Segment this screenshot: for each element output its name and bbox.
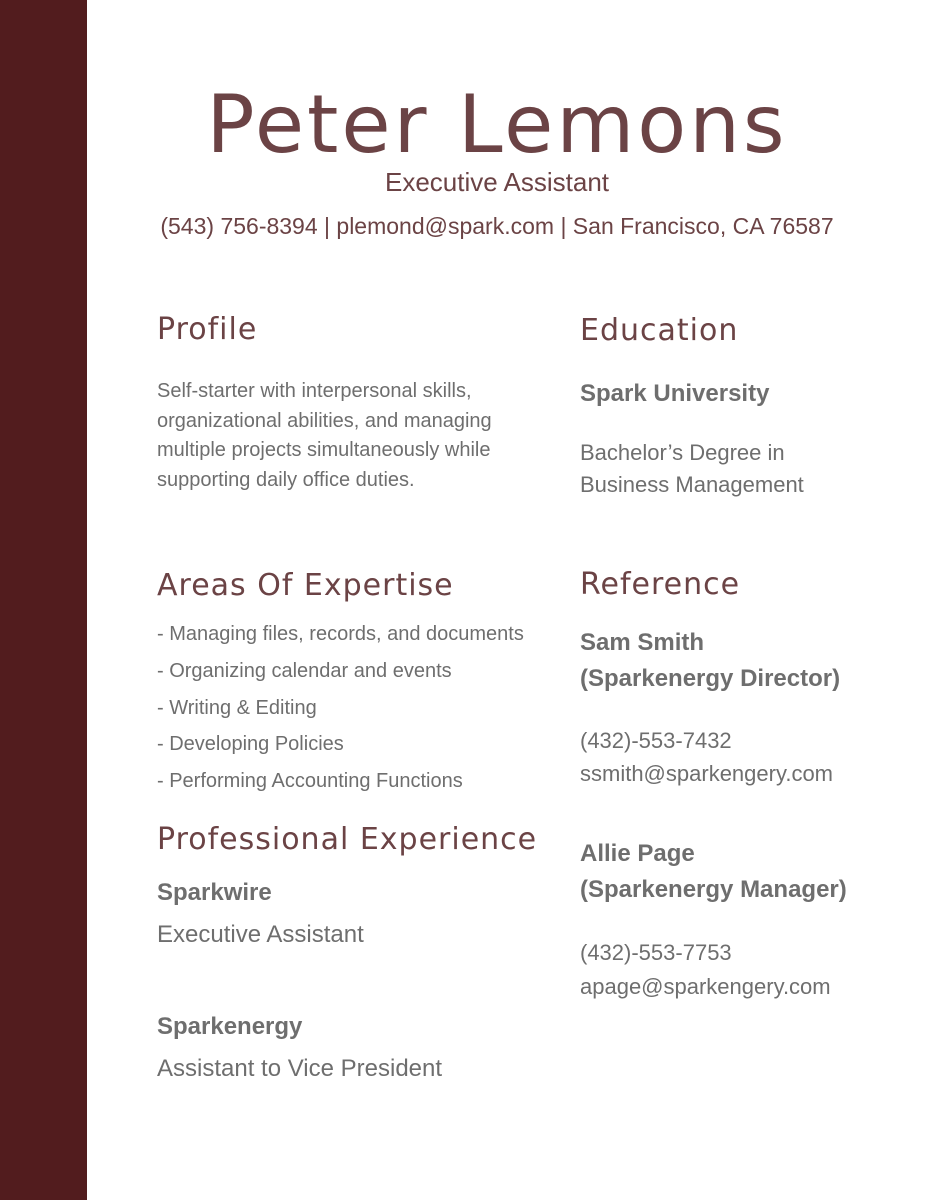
reference-phone: (432)-553-7432 <box>580 728 732 753</box>
reference-email: ssmith@sparkengery.com <box>580 761 833 786</box>
profile-text: Self-starter with interpersonal skills, organizational abilities, and managing multiple projects simultaneously while supporting daily office duties. <box>157 380 492 491</box>
experience-heading: Professional Experience <box>157 822 538 857</box>
contact-line: (543) 756-8394 | plemond@spark.com | San Francisco, CA 76587 <box>160 213 834 239</box>
job-company: Sparkwire <box>157 879 272 906</box>
list-item: - Organizing calendar and events <box>157 659 452 682</box>
degree-line-2: Business Management <box>580 472 804 497</box>
reference-phone: (432)-553-7753 <box>580 940 732 965</box>
job-role: Executive Assistant <box>157 921 364 948</box>
reference-name: Allie Page <box>580 840 695 867</box>
candidate-title: Executive Assistant <box>385 167 609 197</box>
list-item: - Performing Accounting Functions <box>157 770 463 793</box>
list-item: - Managing files, records, and documents <box>157 623 524 645</box>
job-company: Sparkenergy <box>157 1013 303 1040</box>
reference-name: Sam Smith <box>580 629 705 656</box>
list-item: - Developing Policies <box>157 733 344 756</box>
sidebar-bar <box>0 0 87 1200</box>
list-item: - Writing & Editing <box>157 696 317 719</box>
school-name: Spark University <box>580 380 770 407</box>
job-role: Assistant to Vice President <box>157 1055 443 1082</box>
reference-position: (Sparkenergy Manager) <box>580 876 847 903</box>
reference-position: (Sparkenergy Director) <box>580 665 841 692</box>
reference-email: apage@sparkengery.com <box>580 974 831 999</box>
candidate-name: Peter Lemons <box>206 78 788 171</box>
reference-heading: Reference <box>580 567 741 602</box>
expertise-heading: Areas Of Expertise <box>157 568 454 603</box>
degree-line-1: Bachelor’s Degree in <box>580 440 785 465</box>
expertise-list <box>157 616 524 800</box>
education-heading: Education <box>580 313 739 348</box>
profile-heading: Profile <box>157 312 258 347</box>
